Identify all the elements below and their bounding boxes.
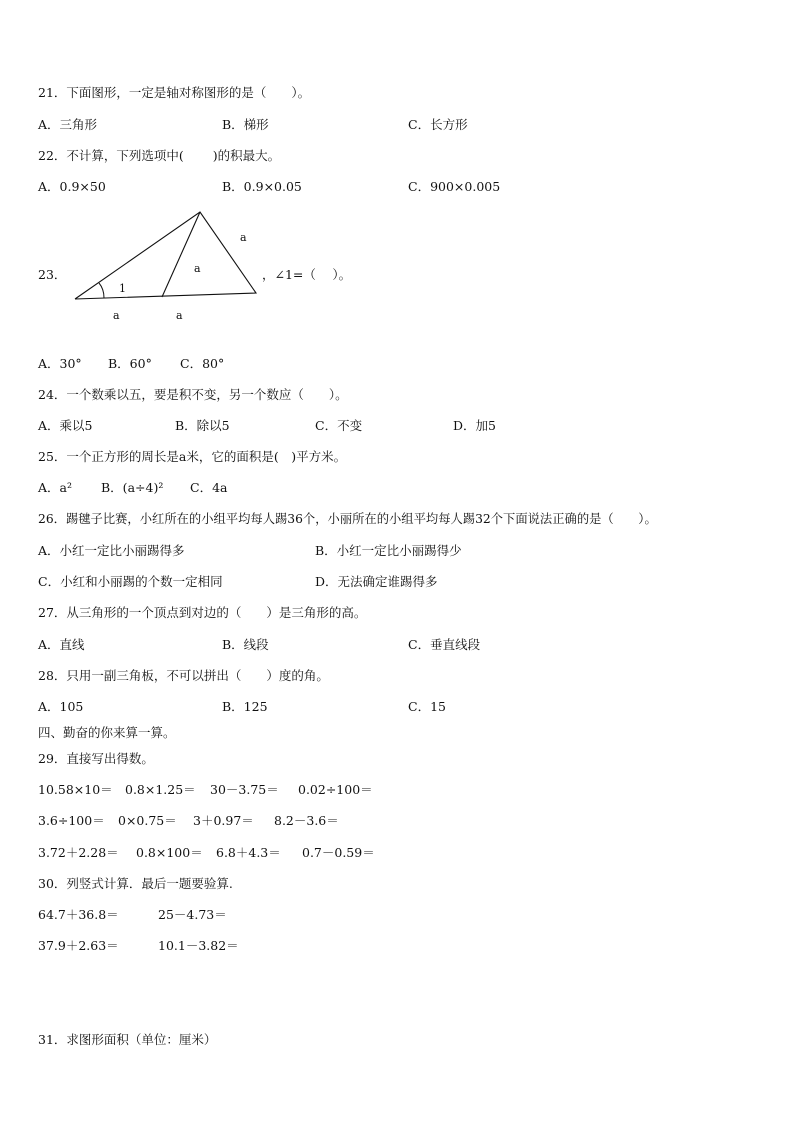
q28-option-b: B．125	[222, 699, 268, 714]
q29-r1-c2: 0.8×1.25＝	[125, 782, 196, 797]
q24-option-c: C．不变	[315, 418, 363, 433]
q29-r2-c1: 3.6÷100＝	[38, 813, 105, 828]
q29-r2-c2: 0×0.75＝	[118, 813, 177, 828]
label-inner: a	[194, 262, 201, 275]
q25-stem: 25．一个正方形的周长是a米，它的面积是( )平方米。	[38, 449, 347, 464]
q26-option-c: C．小红和小丽踢的个数一定相同	[38, 574, 223, 589]
q21-option-a: A．三角形	[38, 117, 98, 132]
label-right-side: a	[240, 231, 247, 244]
q30-r1-c2: 25－4.73＝	[158, 907, 227, 922]
label-angle-1: 1	[119, 282, 126, 295]
q29-r1-c1: 10.58×10＝	[38, 782, 113, 797]
q26-stem: 26．踢毽子比赛，小红所在的小组平均每人踢36个，小丽所在的小组平均每人踢32个下面说法正确的是（ ）。	[38, 512, 657, 526]
q22-option-c: C．900×0.005	[408, 179, 501, 194]
q25-option-a: A．a²	[38, 480, 72, 495]
q29-stem: 29．直接写出得数。	[38, 751, 154, 766]
q22-stem: 22．不计算，下列选项中( )的积最大。	[38, 148, 281, 163]
triangle-outline	[75, 212, 256, 299]
q23-stem-tail: ，∠1=（ ）。	[262, 267, 352, 282]
q29-r1-c4: 0.02÷100＝	[298, 782, 373, 797]
q22-option-b: B．0.9×0.05	[222, 179, 302, 194]
q29-r1-c3: 30－3.75＝	[210, 782, 279, 797]
q24-option-d: D．加5	[453, 418, 496, 433]
q30-r2-c2: 10.1－3.82＝	[158, 938, 239, 953]
q25-option-c: C．4a	[190, 480, 228, 495]
q29-r3-c2: 0.8×100＝	[136, 845, 203, 860]
q29-r3-c4: 0.7－0.59＝	[302, 845, 375, 860]
section-heading: 四、勤奋的你来算一算。	[38, 725, 176, 740]
label-base-right: a	[176, 309, 183, 322]
q31-stem: 31．求图形面积（单位：厘米）	[38, 1032, 217, 1047]
q27-stem: 27．从三角形的一个顶点到对边的（ ）是三角形的高。	[38, 605, 367, 620]
q26-option-d: D．无法确定谁踢得多	[315, 574, 438, 589]
q24-option-b: B．除以5	[175, 418, 230, 433]
q27-option-a: A．直线	[38, 637, 85, 652]
q28-option-a: A．105	[38, 699, 84, 714]
q29-r3-c3: 6.8＋4.3＝	[216, 845, 281, 860]
q30-stem: 30．列竖式计算．最后一题要验算.	[38, 876, 233, 891]
q26-option-a: A．小红一定比小丽踢得多	[38, 543, 185, 558]
q27-option-c: C．垂直线段	[408, 637, 481, 652]
q23-option-b: B．60°	[108, 356, 152, 371]
q25-option-b: B．(a÷4)²	[101, 480, 164, 495]
q21-option-b: B．梯形	[222, 117, 269, 132]
q29-r2-c4: 8.2－3.6＝	[274, 813, 339, 828]
label-base-left: a	[113, 309, 120, 322]
q21-stem: 21．下面图形，一定是轴对称图形的是（ ）。	[38, 85, 311, 100]
q27-option-b: B．线段	[222, 637, 269, 652]
q21-option-c: C．长方形	[408, 117, 468, 132]
q30-r2-c1: 37.9＋2.63＝	[38, 938, 119, 953]
q30-r1-c1: 64.7＋36.8＝	[38, 907, 119, 922]
q28-option-c: C．15	[408, 699, 446, 714]
q29-r3-c1: 3.72＋2.28＝	[38, 845, 119, 860]
q24-stem: 24．一个数乘以五，要是积不变，另一个数应（ ）。	[38, 387, 348, 402]
q23-option-a: A．30°	[38, 356, 82, 371]
q26-option-b: B．小红一定比小丽踢得少	[315, 543, 462, 558]
q29-r2-c3: 3＋0.97＝	[193, 813, 254, 828]
q28-stem: 28．只用一副三角板，不可以拼出（ ）度的角。	[38, 668, 329, 683]
q23-option-c: C．80°	[180, 356, 225, 371]
q22-option-a: A．0.9×50	[38, 179, 106, 194]
q23-triangle-figure	[60, 205, 290, 330]
q23-number: 23．	[38, 267, 67, 282]
angle-arc	[99, 283, 104, 298]
q24-option-a: A．乘以5	[38, 418, 93, 433]
